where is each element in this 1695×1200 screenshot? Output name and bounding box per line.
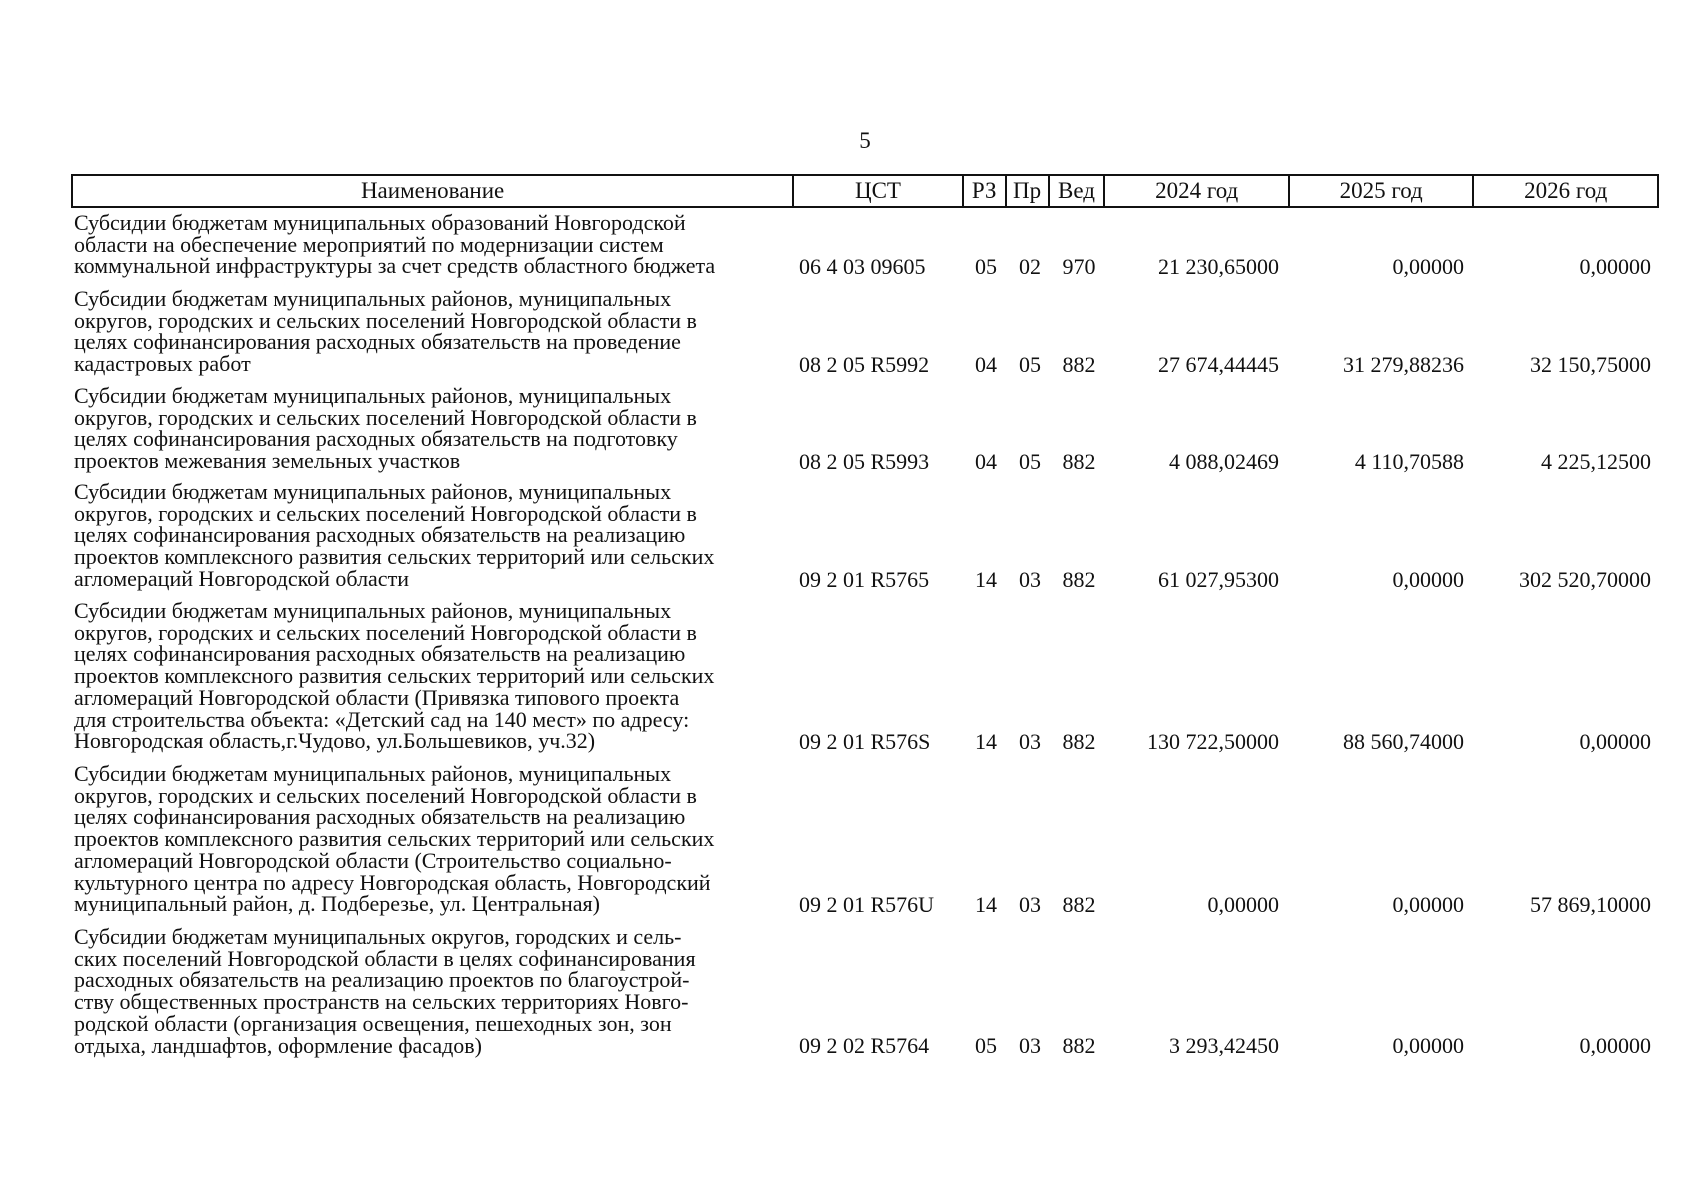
row-2026-value: 57 869,10000 xyxy=(1530,891,1651,917)
table-row xyxy=(71,600,1659,754)
row-pr: 05 xyxy=(1019,448,1041,474)
row-rz: 04 xyxy=(975,351,997,377)
header-2026: 2026 год xyxy=(1472,176,1657,206)
row-2025-value: 0,00000 xyxy=(1392,1033,1464,1059)
row-name-line: проектов комплексного развития сельских территорий или сельских xyxy=(74,663,715,689)
row-name-line: муниципальный район, д. Подберезье, ул. Центральная) xyxy=(74,891,601,917)
row-2024-value: 27 674,44445 xyxy=(1158,351,1279,377)
row-rz: 05 xyxy=(975,1033,997,1059)
row-cst: 09 2 02 R5764 xyxy=(799,1033,930,1059)
row-2024-value: 0,00000 xyxy=(1207,891,1279,917)
row-name-line: округов, городских и сельских поселений Новгородской области в xyxy=(74,404,697,430)
row-rz: 14 xyxy=(975,891,997,917)
row-ved: 882 xyxy=(1062,351,1096,377)
row-rz: 14 xyxy=(975,566,997,592)
row-2024-value: 130 722,50000 xyxy=(1147,728,1279,754)
row-name-line: Субсидии бюджетам муниципальных районов, муниципальных xyxy=(74,383,672,408)
row-name-line: Субсидии бюджетам муниципальных районов, муниципальных xyxy=(74,286,672,311)
row-name xyxy=(74,481,799,590)
row-name xyxy=(74,385,799,472)
row-cst: 08 2 05 R5993 xyxy=(799,448,930,474)
row-rz: 05 xyxy=(975,254,997,280)
row-name-line: Субсидии бюджетам муниципальных районов, муниципальных xyxy=(74,479,672,504)
header-name: Наименование xyxy=(360,178,505,203)
row-name-line: ских поселений Новгородской области в целях софинансирования xyxy=(74,945,696,971)
row-2024-value: 4 088,02469 xyxy=(1169,448,1279,474)
row-ved: 882 xyxy=(1062,728,1096,754)
row-name-line: целях софинансирования расходных обязательств на реализацию xyxy=(74,522,686,548)
row-pr: 02 xyxy=(1019,254,1041,280)
row-name-line: округов, городских и сельских поселений Новгородской области в xyxy=(74,782,697,808)
header-2024: 2024 год xyxy=(1103,176,1288,206)
row-name-line: агломераций Новгородской области (Строительство социально- xyxy=(74,847,672,873)
table-row xyxy=(71,481,1659,592)
row-rz: 14 xyxy=(975,728,997,754)
row-2024-value: 61 027,95300 xyxy=(1158,566,1279,592)
row-name-line: целях софинансирования расходных обязательств на реализацию xyxy=(74,804,686,830)
row-2026-value: 0,00000 xyxy=(1579,254,1651,280)
row-name-line: проектов комплексного развития сельских территорий или сельских xyxy=(74,544,715,570)
row-pr: 03 xyxy=(1019,728,1041,754)
row-ved: 882 xyxy=(1062,566,1096,592)
row-name-line: проектов комплексного развития сельских территорий или сельских xyxy=(74,826,715,852)
row-pr: 03 xyxy=(1019,566,1041,592)
header-rz: РЗ xyxy=(962,176,1005,206)
row-cst: 06 4 03 09605 xyxy=(799,254,926,280)
row-name-line: культурного центра по адресу Новгородская область, Новгородский xyxy=(74,869,711,895)
header-cst: ЦСТ xyxy=(792,176,962,206)
row-2025-value: 31 279,88236 xyxy=(1343,351,1464,377)
row-pr: 05 xyxy=(1019,351,1041,377)
row-name-line: округов, городских и сельских поселений Новгородской области в xyxy=(74,500,697,526)
row-pr: 03 xyxy=(1019,1033,1041,1059)
row-name-line: агломераций Новгородской области xyxy=(74,565,409,591)
row-2026-value: 0,00000 xyxy=(1579,1033,1651,1059)
row-name-line: области на обеспечение мероприятий по модернизации систем xyxy=(74,231,664,257)
row-name-line: Субсидии бюджетам муниципальных районов, муниципальных xyxy=(74,761,672,786)
row-name-line: целях софинансирования расходных обязательств на реализацию xyxy=(74,641,686,667)
row-2026-value: 4 225,12500 xyxy=(1541,448,1651,474)
row-name-line: округов, городских и сельских поселений Новгородской области в xyxy=(74,307,697,333)
row-name-line: коммунальной инфраструктуры за счет средств областного бюджета xyxy=(74,253,716,279)
row-name-line: округов, городских и сельских поселений Новгородской области в xyxy=(74,619,697,645)
row-2025-value: 4 110,70588 xyxy=(1354,448,1464,474)
row-name-line: ству общественных пространств на сельских территориях Новго- xyxy=(74,989,689,1015)
table-row xyxy=(71,385,1659,474)
row-2026-value: 0,00000 xyxy=(1579,728,1651,754)
row-ved: 970 xyxy=(1062,254,1096,280)
row-name xyxy=(74,763,799,915)
row-2024-value: 21 230,65000 xyxy=(1158,254,1279,280)
table-row xyxy=(71,763,1659,917)
row-name-line: для строительства объекта: «Детский сад на 140 мест» по адресу: xyxy=(74,706,690,732)
row-2025-value: 0,00000 xyxy=(1392,254,1464,280)
row-2026-value: 302 520,70000 xyxy=(1519,566,1651,592)
row-name xyxy=(74,288,799,375)
header-ved: Вед xyxy=(1048,176,1104,206)
table-row xyxy=(71,288,1659,377)
row-ved: 882 xyxy=(1062,1033,1096,1059)
row-name xyxy=(74,926,799,1056)
row-ved: 882 xyxy=(1062,448,1096,474)
row-name-line: родской области (организация освещения, пешеходных зон, зон xyxy=(74,1010,672,1036)
row-name-line: расходных обязательств на реализацию проектов по благоустрой- xyxy=(74,967,690,993)
row-name-line: Субсидии бюджетам муниципальных районов, муниципальных xyxy=(74,598,672,623)
row-2025-value: 0,00000 xyxy=(1392,566,1464,592)
row-name-line: отдыха, ландшафтов, оформление фасадов) xyxy=(74,1032,482,1058)
row-name xyxy=(74,212,799,277)
row-name-line: целях софинансирования расходных обязательств на проведение xyxy=(74,329,681,355)
row-name-line: целях софинансирования расходных обязательств на подготовку xyxy=(74,426,678,452)
row-name-line: проектов межевания земельных участков xyxy=(74,448,461,474)
row-cst: 09 2 01 R576S xyxy=(799,728,931,754)
row-cst: 09 2 01 R576U xyxy=(799,891,935,917)
row-name-line: Субсидии бюджетам муниципальных округов, городских и сель- xyxy=(74,924,682,949)
header-2025: 2025 год xyxy=(1288,176,1473,206)
row-name-line: кадастровых работ xyxy=(74,351,251,377)
row-name-line: Субсидии бюджетам муниципальных образований Новгородской xyxy=(74,210,686,235)
row-2024-value: 3 293,42450 xyxy=(1169,1033,1279,1059)
table-row xyxy=(71,212,1659,279)
row-name-line: Новгородская область,г.Чудово, ул.Большевиков, уч.32) xyxy=(74,728,596,754)
row-2026-value: 32 150,75000 xyxy=(1530,351,1651,377)
page-number: 5 xyxy=(859,128,871,153)
row-rz: 04 xyxy=(975,448,997,474)
row-name xyxy=(74,600,799,752)
row-cst: 08 2 05 R5992 xyxy=(799,351,930,377)
row-cst: 09 2 01 R5765 xyxy=(799,566,930,592)
header-pr: Пр xyxy=(1005,176,1048,206)
table-row xyxy=(71,926,1659,1058)
row-name-line: агломераций Новгородской области (Привязка типового проекта xyxy=(74,684,680,710)
row-ved: 882 xyxy=(1062,891,1096,917)
table-header xyxy=(71,174,1659,208)
row-2025-value: 0,00000 xyxy=(1392,891,1464,917)
row-pr: 03 xyxy=(1019,891,1041,917)
row-2025-value: 88 560,74000 xyxy=(1343,728,1464,754)
